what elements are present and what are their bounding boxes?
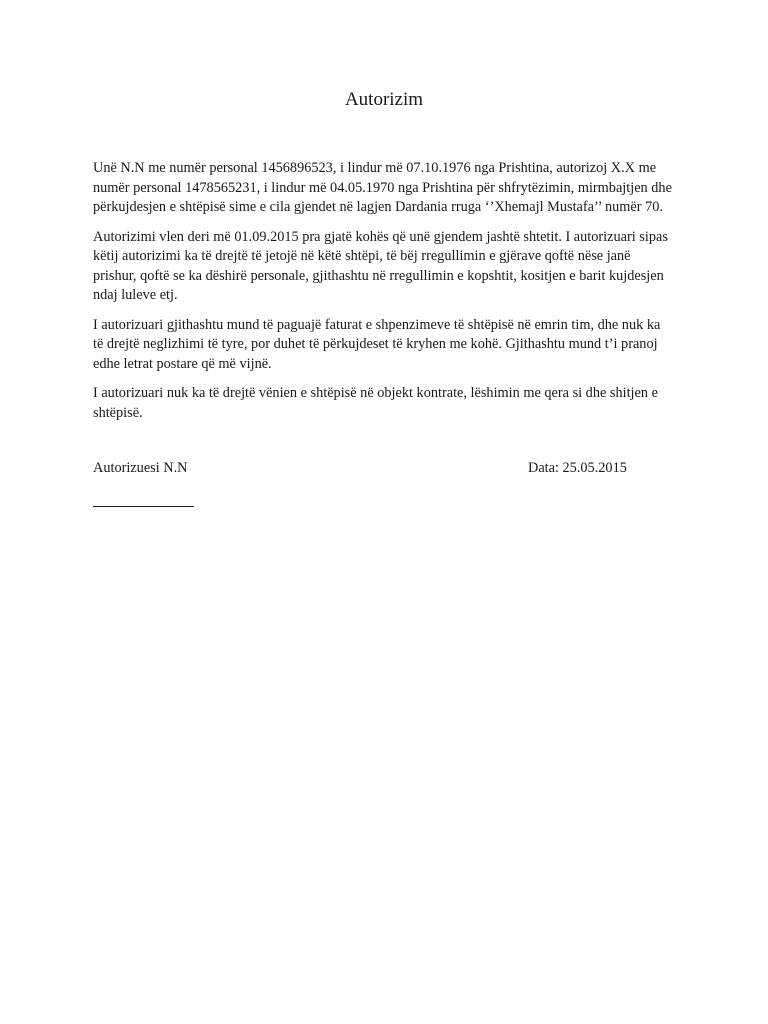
document-body [93,159,673,433]
paragraph-2: Autorizimi vlen deri më 01.09.2015 pra gjatë kohës që unë gjendem jashtë shtetit. I autorizuari sipas këtij autorizimi ka të drejtë të jetojë në këtë shtëpi, të bëj rregullimin e gjërave qoftë nëse janë prishur, qoftë se ka dëshirë personale, gjithashtu në rregullimin e kopshtit, kositjen e barit kujdesjen ndaj luleve etj. [93,228,668,303]
date-label: Data: 25.05.2015 [528,460,627,476]
signatory-label: Autorizuesi N.N [93,460,188,476]
document-title: Autorizim [344,89,424,110]
paragraph-3: I autorizuari gjithashtu mund të paguajë faturat e shpenzimeve të shtëpisë në emrin tim, dhe nuk ka të drejtë neglizhimi të tyre, por duhet të përkujdeset të kryhen me kohë. Gjithashtu mund t’i pranoj edhe letrat postare që më vijnë. [93,316,661,372]
paragraph-4: I autorizuari nuk ka të drejtë vënien e shtëpisë në objekt kontrate, lëshimin me qera si dhe shitjen e shtëpisë. [93,385,658,421]
paragraph-1: Unë N.N me numër personal 1456896523, i lindur më 07.10.1976 nga Prishtina, autorizoj X.X me numër personal 1478565231, i lindur më 04.05.1970 nga Prishtina për shfrytëzimin, mirmbajtjen dhe përkujdesjen e shtëpisë sime e cila gjendet në lagjen Dardania rruga ‘’Xhemajl Mustafa’’ numër 70. [93,160,672,215]
signature-line [93,506,194,507]
